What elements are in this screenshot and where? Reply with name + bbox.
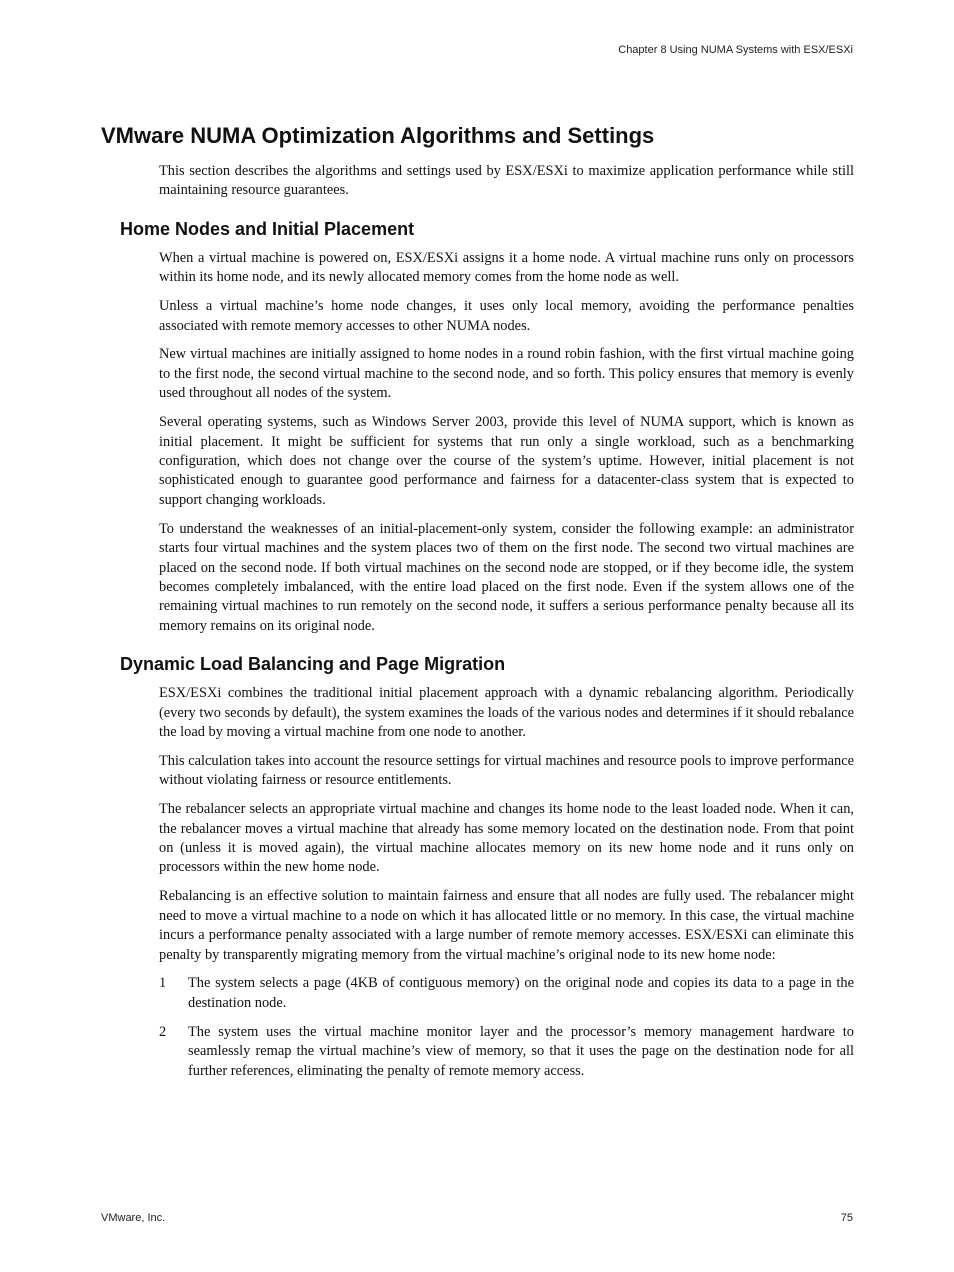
running-header: Chapter 8 Using NUMA Systems with ESX/ESXi: [618, 44, 853, 56]
paragraph: ESX/ESXi combines the traditional initial placement approach with a dynamic rebalancing algorithm. Periodically (every two seconds by default), the system examines the loads of the various nodes and determines if it should rebalance the load by moving a virtual machine from one node to another.: [159, 685, 854, 740]
subsection-heading-dynamic-balancing: Dynamic Load Balancing and Page Migration: [120, 654, 506, 675]
footer-page-number: 75: [840, 1212, 853, 1224]
paragraph: When a virtual machine is powered on, ESX/ESXi assigns it a home node. A virtual machine runs only on processors within its home node, and its newly allocated memory comes from the home node as well.: [159, 249, 854, 286]
section-intro: This section describes the algorithms and settings used by ESX/ESXi to maximize application performance while still maintaining resource guarantees.: [159, 163, 854, 199]
list-item: [159, 1023, 854, 1081]
paragraph: The rebalancer selects an appropriate virtual machine and changes its home node to the least loaded node. When it can, the rebalancer moves a virtual machine that already has some memory located on the destination node. From that point on (unless it is moved again), the virtual machine allocates memory on its new home node and it runs only on processors within the new home node.: [159, 801, 854, 876]
migration-steps-list: [159, 974, 854, 1081]
list-item: [159, 974, 854, 1013]
page-content: [101, 120, 854, 1090]
list-item-text: The system uses the virtual machine monitor layer and the processor’s memory management hardware to seamlessly remap the virtual machine’s view of memory, so that it uses the page on the destination node for all further references, eliminating the penalty of remote memory access.: [188, 1023, 854, 1079]
paragraph: Several operating systems, such as Windows Server 2003, provide this level of NUMA support, which is known as initial placement. It might be sufficient for systems that run only a single workload, such as a benchmarking configuration, which does not change over the course of the system’s uptime. However, initial placement is not sophisticated enough to guarantee good performance and fairness for a datacenter-class system that is expected to support changing workloads.: [159, 414, 854, 508]
paragraph: To understand the weaknesses of an initial-placement-only system, consider the following example: an administrator starts four virtual machines and the system places two of them on the first node. The second two virtual machines are placed on the second node. If both virtual machines on the second node are stopped, or if they become idle, the system becomes completely imbalanced, with the entire load placed on the first node. Even if the system allows one of the remaining virtual machines to run remotely on the second node, it suffers a serious performance penalty because all its memory remains on its original node.: [159, 520, 854, 634]
subsection-heading-home-nodes: Home Nodes and Initial Placement: [120, 218, 415, 239]
section-title: VMware NUMA Optimization Algorithms and Settings: [101, 123, 655, 148]
paragraph: This calculation takes into account the resource settings for virtual machines and resource pools to improve performance without violating fairness or resource entitlements.: [159, 752, 854, 789]
paragraph: New virtual machines are initially assigned to home nodes in a round robin fashion, with the first virtual machine going to the first node, the second virtual machine to the second node, and so forth. This policy ensures that memory is evenly used throughout all nodes of the system.: [159, 346, 854, 402]
list-item-number: 1: [159, 975, 167, 992]
paragraph: Unless a virtual machine’s home node changes, it uses only local memory, avoiding the performance penalties associated with remote memory accesses to other NUMA nodes.: [159, 298, 854, 334]
list-item-number: 2: [159, 1023, 167, 1040]
paragraph: Rebalancing is an effective solution to maintain fairness and ensure that all nodes are fully used. The rebalancer might need to move a virtual machine to a node on which it has allocated little or no memory. In this case, the virtual machine incurs a performance penalty associated with a large number of remote memory accesses. ESX/ESXi can eliminate this penalty by transparently migrating memory from the virtual machine’s original node to its new home node:: [159, 888, 854, 963]
list-item-text: The system selects a page (4KB of contiguous memory) on the original node and copies its data to a page in the destination node.: [188, 975, 854, 1011]
footer-company: VMware, Inc.: [101, 1212, 166, 1224]
